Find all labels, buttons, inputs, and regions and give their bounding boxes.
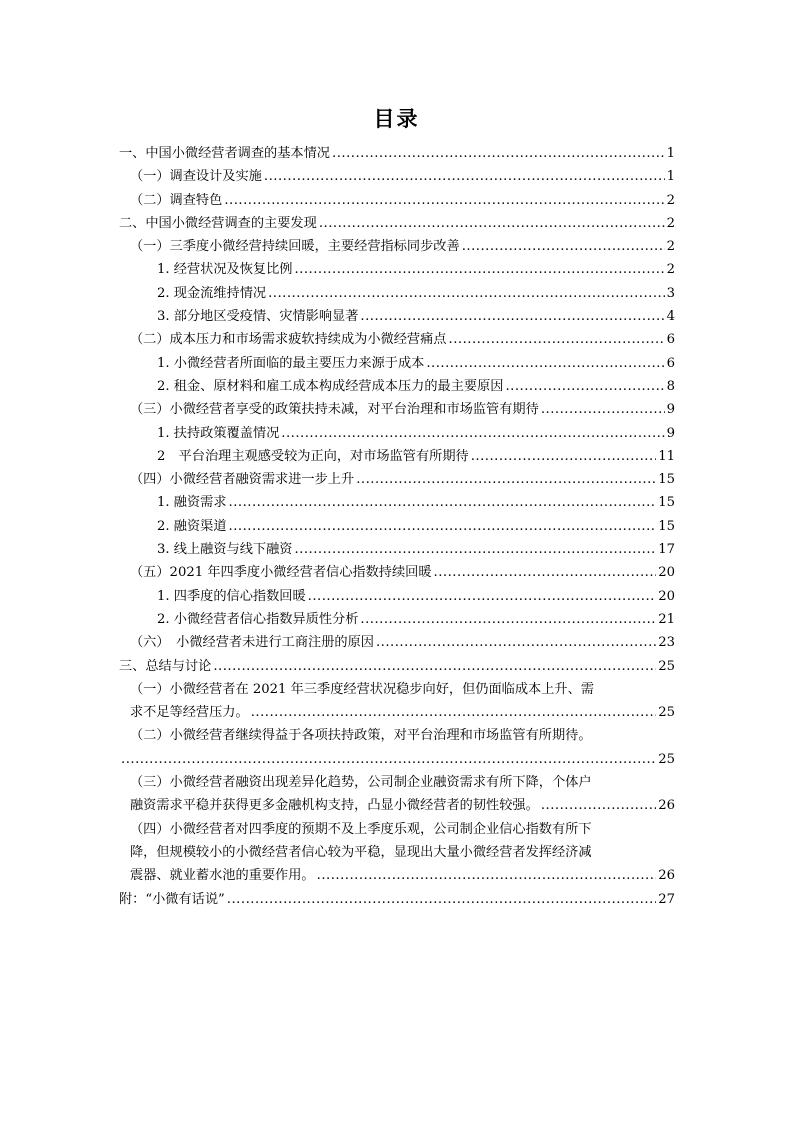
toc-entry-text: 3. 线上融资与线下融资 [157, 542, 293, 558]
toc-entry[interactable] [119, 631, 675, 654]
dot-leader [229, 491, 657, 514]
toc-summary-entry[interactable] [119, 771, 675, 818]
toc-entry-text: （四）小微经营者融资需求进一步上升 [130, 472, 355, 488]
toc-entry-text: （三）小微经营者享受的政策扶持未减，对平台治理和市场监管有期待 [130, 402, 539, 418]
dot-leader [541, 398, 665, 421]
toc-entry[interactable] [119, 282, 675, 305]
dot-leader [121, 748, 656, 771]
toc-entry-text: （一）三季度小微经营持续回暖，主要经营指标同步改善 [130, 239, 460, 255]
toc-entry-line: 求不足等经营压力。 [130, 705, 249, 721]
toc-entry-text: 3. 部分地区受疫情、灾情影响显著 [157, 309, 359, 325]
toc-entry[interactable] [119, 189, 675, 212]
toc-summary-entry[interactable] [119, 724, 675, 771]
dot-leader [360, 305, 664, 328]
toc-entry[interactable] [119, 445, 675, 468]
toc-page-number: 3 [666, 285, 675, 301]
toc-entry-text: 1. 经营状况及恢复比例 [157, 262, 293, 278]
toc-page-number: 25 [658, 705, 675, 721]
toc-page-number: 2 [666, 262, 675, 278]
toc-page-number: 23 [658, 635, 675, 651]
toc-page-number: 15 [658, 472, 675, 488]
toc-summary-entry[interactable] [119, 678, 675, 725]
toc-entry-text: 1. 小微经营者所面临的最主要压力来源于成本 [157, 355, 425, 371]
toc-entry[interactable] [119, 608, 675, 631]
toc-entry-line: 融资需求平稳并获得更多金融机构支持，凸显小微经营者的韧性较强。 [130, 798, 539, 814]
dot-leader [213, 655, 656, 678]
toc-page-number: 25 [658, 751, 675, 767]
toc-entry-line: （四）小微经营者对四季度的预期不及上季度乐观，公司制企业信心指数有所下 [130, 821, 592, 837]
toc-page-number: 2 [666, 215, 675, 231]
toc-page-number: 17 [658, 542, 675, 558]
dot-leader [426, 352, 664, 375]
toc-entry-text: 2. 租金、原材料和雇工成本构成经营成本压力的最主要原因 [157, 378, 504, 394]
toc-page-number: 20 [658, 565, 675, 581]
dot-leader [251, 701, 657, 724]
toc-summary-entry[interactable] [119, 818, 675, 888]
toc-entry[interactable] [119, 398, 675, 421]
toc-entry[interactable] [119, 375, 675, 398]
toc-page-number: 4 [666, 309, 675, 325]
toc-page-number: 2 [666, 239, 675, 255]
toc-page-number: 15 [658, 518, 675, 534]
toc-entry-text: 2. 融资渠道 [157, 518, 227, 534]
toc-page-number: 11 [658, 448, 675, 464]
dot-leader [319, 212, 665, 235]
toc-page-number: 20 [658, 588, 675, 604]
toc-entry-text: （六） 小微经营者未进行工商注册的原因 [130, 635, 374, 651]
toc-entry-text: （五）2021 年四季度小微经营者信心指数持续回暖 [130, 565, 432, 581]
toc-page-number: 9 [666, 402, 675, 418]
toc-page-number: 25 [658, 658, 675, 674]
toc-page-number: 8 [666, 378, 675, 394]
toc-entry[interactable] [119, 655, 675, 678]
toc-entry[interactable] [119, 352, 675, 375]
toc-entry-text: （二）成本压力和市场需求疲软持续成为小微经营痛点 [130, 332, 447, 348]
toc-entry[interactable] [119, 212, 675, 235]
toc-entry[interactable] [119, 561, 675, 584]
dot-leader [317, 864, 657, 887]
dot-leader [224, 189, 664, 212]
dot-leader [376, 631, 656, 654]
table-of-contents [119, 142, 675, 911]
dot-leader [449, 328, 665, 351]
toc-page-number: 15 [658, 495, 675, 511]
toc-entry[interactable] [119, 258, 675, 281]
toc-entry[interactable] [119, 235, 675, 258]
toc-entry-text: （一）调查设计及实施 [130, 169, 262, 185]
toc-page-number: 21 [658, 611, 675, 627]
toc-page-number: 1 [666, 169, 675, 185]
toc-page-number: 27 [658, 891, 675, 907]
dot-leader [294, 258, 664, 281]
toc-entry-text: 三、总结与讨论 [119, 658, 212, 674]
dot-leader [462, 235, 665, 258]
dot-leader [541, 794, 656, 817]
toc-entry-text: 2 平台治理主观感受较为正向，对市场监管有所期待 [157, 448, 469, 464]
toc-entry[interactable] [119, 468, 675, 491]
toc-entry-line: （二）小微经营者继续得益于各项扶持政策，对平台治理和市场监管有所期待。 [130, 728, 592, 744]
toc-entry-line: 震器、就业蓄水池的重要作用。 [130, 868, 315, 884]
dot-leader [505, 375, 664, 398]
toc-page-number: 6 [666, 355, 675, 371]
toc-entry-line: （一）小微经营者在 2021 年三季度经营状况稳步向好，但仍面临成本上升、需 [130, 681, 594, 697]
toc-entry-text: 1. 融资需求 [157, 495, 227, 511]
toc-page-number: 26 [658, 868, 675, 884]
toc-entry-text: 2. 小微经营者信心指数异质性分析 [157, 611, 359, 627]
dot-leader [471, 445, 657, 468]
toc-appendix-entry[interactable] [119, 888, 675, 911]
dot-leader [268, 282, 665, 305]
toc-entry[interactable] [119, 422, 675, 445]
toc-entry[interactable] [119, 515, 675, 538]
toc-entry[interactable] [119, 165, 675, 188]
toc-entry-text: 1. 扶持政策覆盖情况 [157, 425, 280, 441]
toc-entry[interactable] [119, 142, 675, 165]
toc-page-number: 2 [666, 192, 675, 208]
toc-page-number: 6 [666, 332, 675, 348]
toc-entry-text: 附：“小微有话说” [119, 891, 225, 907]
toc-entry-text: （二）调查特色 [130, 192, 223, 208]
dot-leader [360, 608, 656, 631]
toc-entry-text: 1. 四季度的信心指数回暖 [157, 588, 306, 604]
dot-leader [294, 538, 656, 561]
toc-page-number: 1 [666, 146, 675, 161]
toc-entry-line: 降，但规模较小的小微经营者信心较为平稳，显现出大量小微经营者发挥经济减 [130, 844, 592, 860]
toc-entry[interactable] [119, 538, 675, 561]
dot-leader [229, 515, 657, 538]
toc-title: 目录 [373, 107, 420, 131]
toc-entry-text: 二、中国小微经营调查的主要发现 [119, 215, 317, 231]
dot-leader [281, 422, 664, 445]
toc-page-number: 9 [666, 425, 675, 441]
dot-leader [356, 468, 656, 491]
toc-page-number: 26 [658, 798, 675, 814]
toc-entry[interactable] [119, 491, 675, 514]
toc-entry-text: 一、中国小微经营者调查的基本情况 [119, 146, 330, 161]
toc-entry-text: 2. 现金流维持情况 [157, 285, 267, 301]
toc-entry[interactable] [119, 585, 675, 608]
dot-leader [308, 585, 657, 608]
dot-leader [434, 561, 657, 584]
toc-entry[interactable] [119, 305, 675, 328]
dot-leader [264, 165, 665, 188]
toc-entry-line: （三）小微经营者融资出现差异化趋势，公司制企业融资需求有所下降，个体户 [130, 775, 592, 791]
dot-leader [227, 888, 656, 911]
dot-leader [332, 142, 665, 165]
toc-entry[interactable] [119, 328, 675, 351]
